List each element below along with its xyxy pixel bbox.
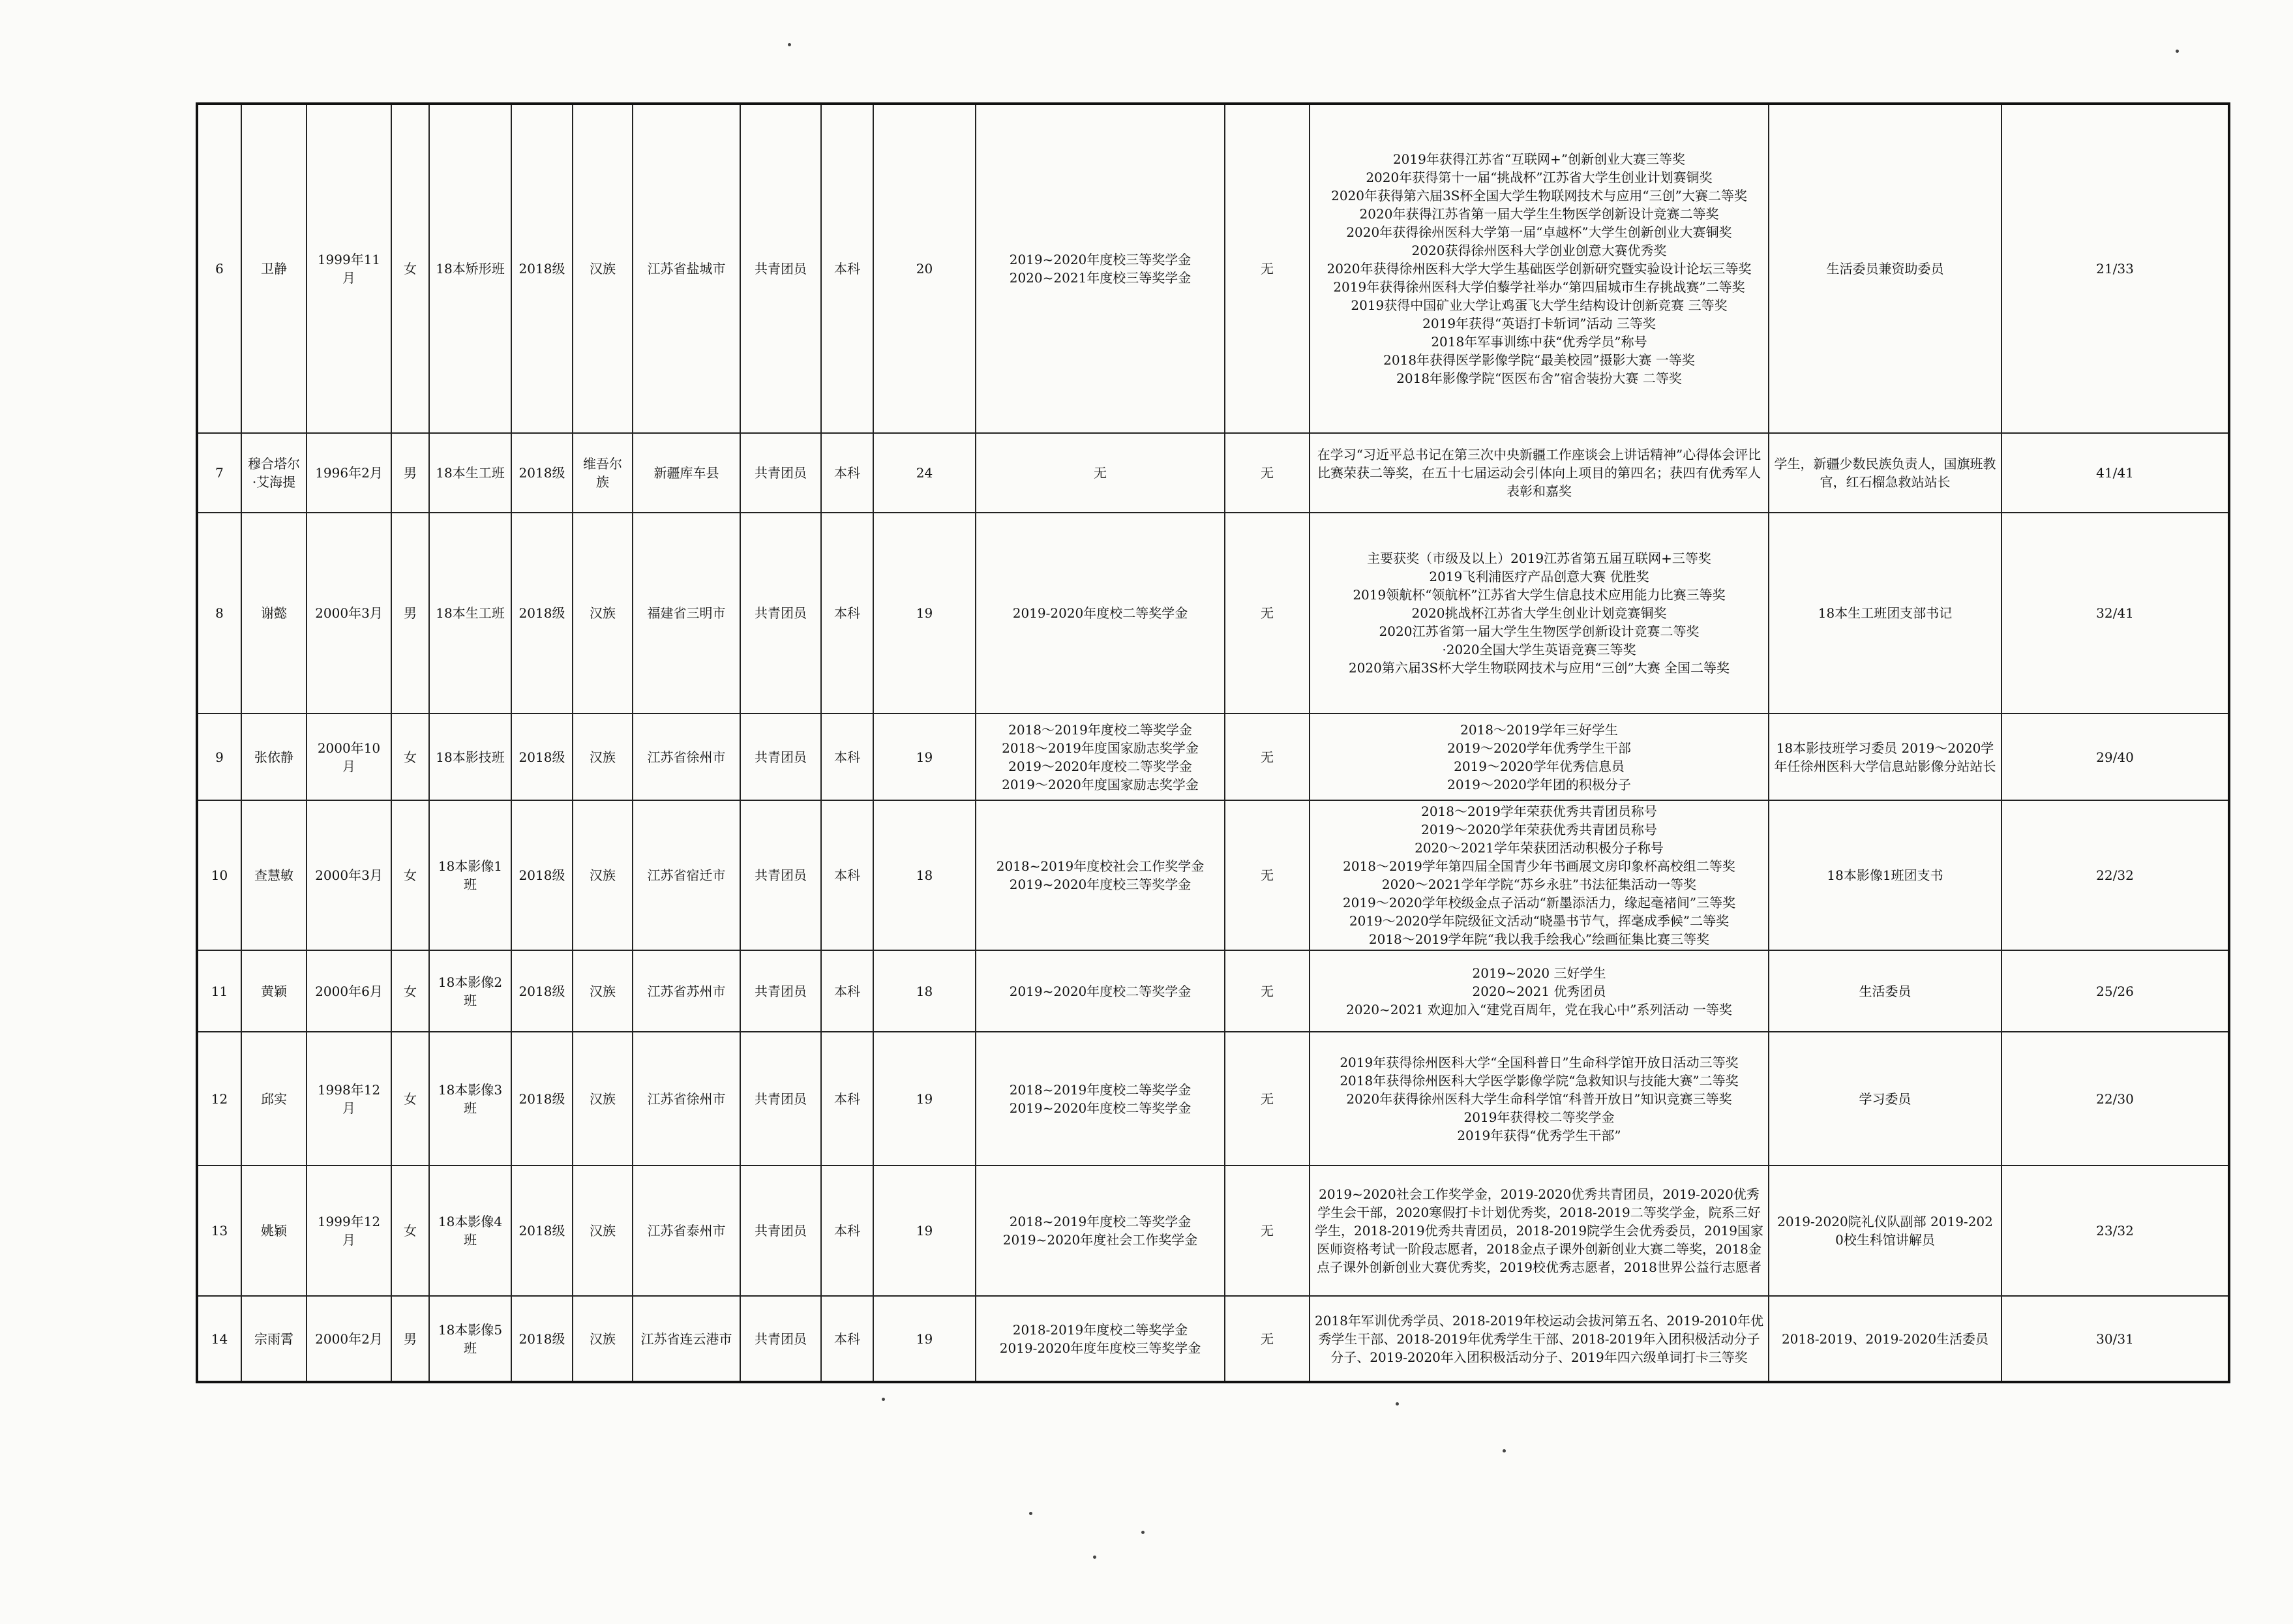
scholarship-line: 2019~2020年度校二等奖学金 [1009,1100,1191,1116]
cell-rank: 30/31 [2001,1296,2229,1382]
table-row [197,1165,2229,1296]
cell-awards [1310,513,1769,714]
award-line: 2019年获得“英语打卡斩词”活动 三等奖 [1422,316,1656,331]
scholarship-line: 无 [1094,465,1107,481]
cell-grade: 2018级 [511,104,573,433]
cell-education: 本科 [821,714,873,800]
cell-birth: 1996年2月 [307,433,391,513]
cell-birth: 2000年2月 [307,1296,391,1382]
cell-name: 穆合塔尔·艾海提 [241,433,307,513]
cell-name: 张依静 [241,714,307,800]
cell-politics: 共青团员 [740,1296,821,1382]
cell-birth: 2000年10月 [307,714,391,800]
cell-scholarships [976,800,1225,950]
award-line: 2018～2019学年院“我以我手绘我心”绘画征集比赛三等奖 [1368,931,1710,947]
cell-class: 18本影像3班 [429,1032,511,1165]
cell-origin: 江苏省苏州市 [633,950,740,1032]
cell-class: 18本影像2班 [429,950,511,1032]
scan-speck [1396,1402,1399,1406]
table-row [197,104,2229,433]
cell-scholarships [976,950,1225,1032]
cell-duties: 学习委员 [1769,1032,2001,1165]
cell-gender: 女 [391,950,429,1032]
cell-origin: 江苏省盐城市 [633,104,740,433]
table-row [197,950,2229,1032]
cell-no: 7 [197,433,241,513]
award-line: 2019～2020学年优秀信息员 [1454,758,1625,774]
cell-class: 18本影像1班 [429,800,511,950]
scan-speck [2176,50,2179,53]
cell-awards: 2018年军训优秀学员、2018-2019年校运动会拔河第五名、2019-2010年优秀学生干部、2018-2019年优秀学生干部、2018-2019年入团积极活动分子分子、2019-2020年入团积极活动分子、2019年四六级单词打卡三等奖 [1310,1296,1769,1382]
cell-scholarships [976,1296,1225,1382]
cell-birth: 2000年6月 [307,950,391,1032]
award-line: 2019年获得校二等奖学金 [1463,1109,1615,1125]
table-row [197,1032,2229,1165]
cell-name: 宗雨霄 [241,1296,307,1382]
cell-name: 黄颖 [241,950,307,1032]
cell-origin: 江苏省徐州市 [633,714,740,800]
cell-grade: 2018级 [511,1165,573,1296]
cell-ethnicity: 汉族 [573,1165,633,1296]
award-line: 2018～2019学年荣获优秀共青团员称号 [1421,804,1657,819]
scan-speck [788,43,791,46]
cell-gender: 女 [391,1165,429,1296]
scholarship-line: 2018～2019年度国家励志奖学金 [1002,740,1199,756]
cell-age: 18 [873,950,976,1032]
cell-grade: 2018级 [511,433,573,513]
scholarship-line: 2018~2019年度校社会工作奖学金 [996,858,1205,874]
cell-scholarships [976,1165,1225,1296]
cell-age: 19 [873,1296,976,1382]
scholarship-line: 2018~2019年度校二等奖学金 [1009,1081,1191,1098]
cell-age: 19 [873,1032,976,1165]
cell-name: 谢懿 [241,513,307,714]
award-line: 2020第六届3S杯大学生物联网技术与应用“三创”大赛 全国二等奖 [1348,660,1730,676]
cell-class: 18本矫形班 [429,104,511,433]
award-line: 2020年获得江苏省第一届大学生生物医学创新设计竞赛二等奖 [1359,206,1719,222]
cell-ethnicity: 汉族 [573,1296,633,1382]
scholarship-line: 2019～2020年度校二等奖学金 [1008,758,1192,774]
award-line: 2020年获得第六届3S杯全国大学生物联网技术与应用“三创”大赛二等奖 [1331,188,1747,203]
cell-birth: 1998年12月 [307,1032,391,1165]
cell-punishment: 无 [1225,513,1310,714]
scholarship-line: 2019~2020年度社会工作奖学金 [1002,1232,1198,1248]
cell-punishment: 无 [1225,1032,1310,1165]
cell-punishment: 无 [1225,800,1310,950]
cell-education: 本科 [821,1032,873,1165]
cell-rank: 41/41 [2001,433,2229,513]
award-line: 2019年获得“优秀学生干部” [1457,1127,1621,1143]
cell-rank: 29/40 [2001,714,2229,800]
scholarship-line: 2019～2020年度国家励志奖学金 [1002,776,1199,792]
cell-gender: 女 [391,1032,429,1165]
cell-age: 24 [873,433,976,513]
scholarship-line: 2018～2019年度校二等奖学金 [1008,721,1192,738]
cell-class: 18本生工班 [429,513,511,714]
cell-no: 6 [197,104,241,433]
award-line: 2020年获得徐州医科大学第一届“卓越杯”大学生创新创业大赛铜奖 [1346,224,1732,240]
award-line: 2019～2020学年校级金点子活动“新墨添活力，缘起毫褚间”三等奖 [1342,895,1736,910]
cell-birth: 1999年12月 [307,1165,391,1296]
award-line: 2019～2020学年院级征文活动“晓墨书节气，挥毫成季候”二等奖 [1349,913,1730,929]
award-line: 2019~2020 三好学生 [1472,965,1606,981]
cell-awards [1310,104,1769,433]
award-line: 2018～2019学年三好学生 [1460,721,1618,738]
cell-duties: 18本生工班团支部书记 [1769,513,2001,714]
cell-awards [1310,1032,1769,1165]
cell-awards: 在学习“习近平总书记在第三次中央新疆工作座谈会上讲话精神”心得体会评比比赛荣获二等奖，在五十七届运动会引体向上项目的第四名；获四有优秀军人表彰和嘉奖 [1310,433,1769,513]
award-line: 2020年获得第十一届“挑战杯”江苏省大学生创业计划赛铜奖 [1366,170,1713,185]
award-line: 2018年影像学院“医医布舍”宿舍装扮大赛 二等奖 [1396,370,1682,386]
scholarship-line: 2018-2019年度校二等奖学金 [1012,1321,1188,1338]
cell-politics: 共青团员 [740,1032,821,1165]
cell-grade: 2018级 [511,800,573,950]
award-line: 2020挑战杯江苏省大学生创业计划竞赛铜奖 [1411,605,1667,621]
cell-age: 20 [873,104,976,433]
scan-speck [1141,1531,1145,1534]
cell-scholarships [976,714,1225,800]
cell-grade: 2018级 [511,1296,573,1382]
award-line: 2020~2021 优秀团员 [1472,983,1606,999]
cell-age: 19 [873,1165,976,1296]
cell-age: 19 [873,714,976,800]
table-row [197,513,2229,714]
cell-name: 卫静 [241,104,307,433]
cell-politics: 共青团员 [740,513,821,714]
award-line: 2019～2020学年团的积极分子 [1447,776,1631,792]
award-line: ·2020全国大学生英语竞赛三等奖 [1442,642,1636,657]
cell-grade: 2018级 [511,1032,573,1165]
award-line: 2020~2021 欢迎加入“建党百周年，党在我心中”系列活动 一等奖 [1346,1001,1732,1017]
cell-no: 10 [197,800,241,950]
cell-duties: 生活委员 [1769,950,2001,1032]
cell-scholarships [976,433,1225,513]
award-line: 2018年获得徐州医科大学医学影像学院“急救知识与技能大赛”二等奖 [1340,1072,1739,1089]
cell-punishment: 无 [1225,950,1310,1032]
cell-no: 12 [197,1032,241,1165]
cell-politics: 共青团员 [740,1165,821,1296]
cell-name: 邱实 [241,1032,307,1165]
scholarship-line: 2019-2020年度年度校三等奖学金 [999,1340,1201,1356]
cell-politics: 共青团员 [740,104,821,433]
cell-ethnicity: 汉族 [573,513,633,714]
award-line: 主要获奖（市级及以上）2019江苏省第五届互联网+三等奖 [1367,550,1711,566]
cell-punishment: 无 [1225,714,1310,800]
cell-gender: 女 [391,104,429,433]
cell-politics: 共青团员 [740,433,821,513]
cell-name: 查慧敏 [241,800,307,950]
cell-origin: 江苏省徐州市 [633,1032,740,1165]
student-roster-table [196,102,2230,1383]
cell-scholarships [976,104,1225,433]
cell-grade: 2018级 [511,513,573,714]
scholarship-line: 2020~2021年度校三等奖学金 [1009,270,1191,286]
cell-duties: 18本影技班学习委员 2019～2020学年任徐州医科大学信息站影像分站站长 [1769,714,2001,800]
cell-age: 19 [873,513,976,714]
cell-origin: 江苏省宿迁市 [633,800,740,950]
table-row [197,800,2229,950]
cell-gender: 女 [391,714,429,800]
award-line: 2020获得徐州医科大学创业创意大赛优秀奖 [1411,243,1667,258]
cell-duties: 生活委员兼资助委员 [1769,104,2001,433]
award-line: 2020年获得徐州医科大学大学生基础医学创新研究暨实验设计论坛三等奖 [1326,261,1752,277]
cell-birth: 1999年11月 [307,104,391,433]
cell-no: 8 [197,513,241,714]
cell-gender: 男 [391,433,429,513]
cell-awards: 2019~2020社会工作奖学金，2019-2020优秀共青团员，2019-2020优秀学生会干部，2020寒假打卡计划优秀奖，2018-2019二等奖学金，院系三好学生，2018-2019优秀共青团员，2018-2019院学生会优秀委员，2019国家医师资格考试一阶段志愿者，2018金点子课外创新创业大赛二等奖，2018金点子课外创新创业大赛优秀奖，2019校优秀志愿者，2018世界公益行志愿者 [1310,1165,1769,1296]
cell-ethnicity: 汉族 [573,950,633,1032]
cell-origin: 福建省三明市 [633,513,740,714]
award-line: 2020年获得徐州医科大学生命科学馆“科普开放日”知识竞赛三等奖 [1346,1090,1732,1107]
cell-no: 11 [197,950,241,1032]
cell-class: 18本影技班 [429,714,511,800]
award-line: 2019获得中国矿业大学让鸡蛋飞大学生结构设计创新竞赛 三等奖 [1351,297,1728,313]
award-line: 2020江苏省第一届大学生生物医学创新设计竞赛二等奖 [1379,624,1700,639]
cell-duties: 学生，新疆少数民族负责人，国旗班教官，红石榴急救站站长 [1769,433,2001,513]
scholarship-line: 2019~2020年度校三等奖学金 [1009,877,1191,892]
cell-rank: 21/33 [2001,104,2229,433]
cell-education: 本科 [821,433,873,513]
cell-awards [1310,950,1769,1032]
cell-ethnicity: 汉族 [573,800,633,950]
cell-awards [1310,800,1769,950]
cell-politics: 共青团员 [740,800,821,950]
cell-duties: 18本影像1班团支书 [1769,800,2001,950]
cell-origin: 江苏省连云港市 [633,1296,740,1382]
cell-education: 本科 [821,1296,873,1382]
cell-gender: 女 [391,800,429,950]
award-line: 2020～2021学年学院“苏乡永驻”书法征集活动一等奖 [1381,877,1697,892]
award-line: 2019年获得徐州医科大学伯藜学社举办“第四届城市生存挑战赛”二等奖 [1333,279,1745,295]
award-line: 2019～2020学年优秀学生干部 [1447,740,1631,756]
cell-scholarships [976,1032,1225,1165]
cell-birth: 2000年3月 [307,513,391,714]
cell-gender: 男 [391,1296,429,1382]
table-row [197,1296,2229,1382]
cell-scholarships [976,513,1225,714]
cell-rank: 32/41 [2001,513,2229,714]
scholarship-line: 2019~2020年度校二等奖学金 [1009,983,1191,999]
cell-punishment: 无 [1225,433,1310,513]
cell-no: 9 [197,714,241,800]
cell-origin: 江苏省泰州市 [633,1165,740,1296]
cell-awards [1310,714,1769,800]
cell-class: 18本影像4班 [429,1165,511,1296]
cell-ethnicity: 汉族 [573,104,633,433]
award-line: 2019～2020学年荣获优秀共青团员称号 [1421,822,1657,837]
award-line: 2020～2021学年荣获团活动积极分子称号 [1415,840,1664,856]
cell-birth: 2000年3月 [307,800,391,950]
cell-education: 本科 [821,950,873,1032]
award-line: 2019年获得江苏省“互联网+”创新创业大赛三等奖 [1392,151,1686,167]
cell-politics: 共青团员 [740,950,821,1032]
scholarship-line: 2019~2020年度校三等奖学金 [1009,252,1191,267]
award-line: 2018年军事训练中获“优秀学员”称号 [1431,334,1647,350]
cell-rank: 22/30 [2001,1032,2229,1165]
cell-politics: 共青团员 [740,714,821,800]
cell-education: 本科 [821,800,873,950]
scan-speck [1029,1512,1032,1515]
award-line: 2018～2019学年第四届全国青少年书画展文房印象杯高校组二等奖 [1343,858,1735,874]
scan-speck [1503,1449,1506,1452]
cell-class: 18本生工班 [429,433,511,513]
cell-grade: 2018级 [511,950,573,1032]
cell-rank: 22/32 [2001,800,2229,950]
award-line: 2019飞利浦医疗产品创意大赛 优胜奖 [1429,569,1649,584]
cell-class: 18本影像5班 [429,1296,511,1382]
cell-punishment: 无 [1225,1165,1310,1296]
cell-no: 13 [197,1165,241,1296]
cell-education: 本科 [821,513,873,714]
scholarship-line: 2018~2019年度校二等奖学金 [1009,1214,1191,1229]
cell-ethnicity: 汉族 [573,1032,633,1165]
cell-punishment: 无 [1225,104,1310,433]
cell-ethnicity: 汉族 [573,714,633,800]
award-line: 2019年获得徐州医科大学“全国科普日”生命科学馆开放日活动三等奖 [1340,1054,1739,1070]
cell-duties: 2019-2020院礼仪队副部 2019-2020校生科馆讲解员 [1769,1165,2001,1296]
cell-duties: 2018-2019、2019-2020生活委员 [1769,1296,2001,1382]
cell-education: 本科 [821,104,873,433]
cell-education: 本科 [821,1165,873,1296]
cell-rank: 25/26 [2001,950,2229,1032]
cell-gender: 男 [391,513,429,714]
cell-origin: 新疆库车县 [633,433,740,513]
cell-grade: 2018级 [511,714,573,800]
scan-speck [882,1398,885,1401]
cell-punishment: 无 [1225,1296,1310,1382]
cell-name: 姚颖 [241,1165,307,1296]
scan-speck [1093,1556,1096,1559]
cell-rank: 23/32 [2001,1165,2229,1296]
cell-age: 18 [873,800,976,950]
table-row [197,714,2229,800]
award-line: 2019领航杯“领航杯”江苏省大学生信息技术应用能力比赛三等奖 [1353,587,1726,603]
cell-no: 14 [197,1296,241,1382]
cell-ethnicity: 维吾尔族 [573,433,633,513]
table-row [197,433,2229,513]
scholarship-line: 2019-2020年度校二等奖学金 [1012,605,1188,621]
award-line: 2018年获得医学影像学院“最美校园”摄影大赛 一等奖 [1383,352,1695,368]
